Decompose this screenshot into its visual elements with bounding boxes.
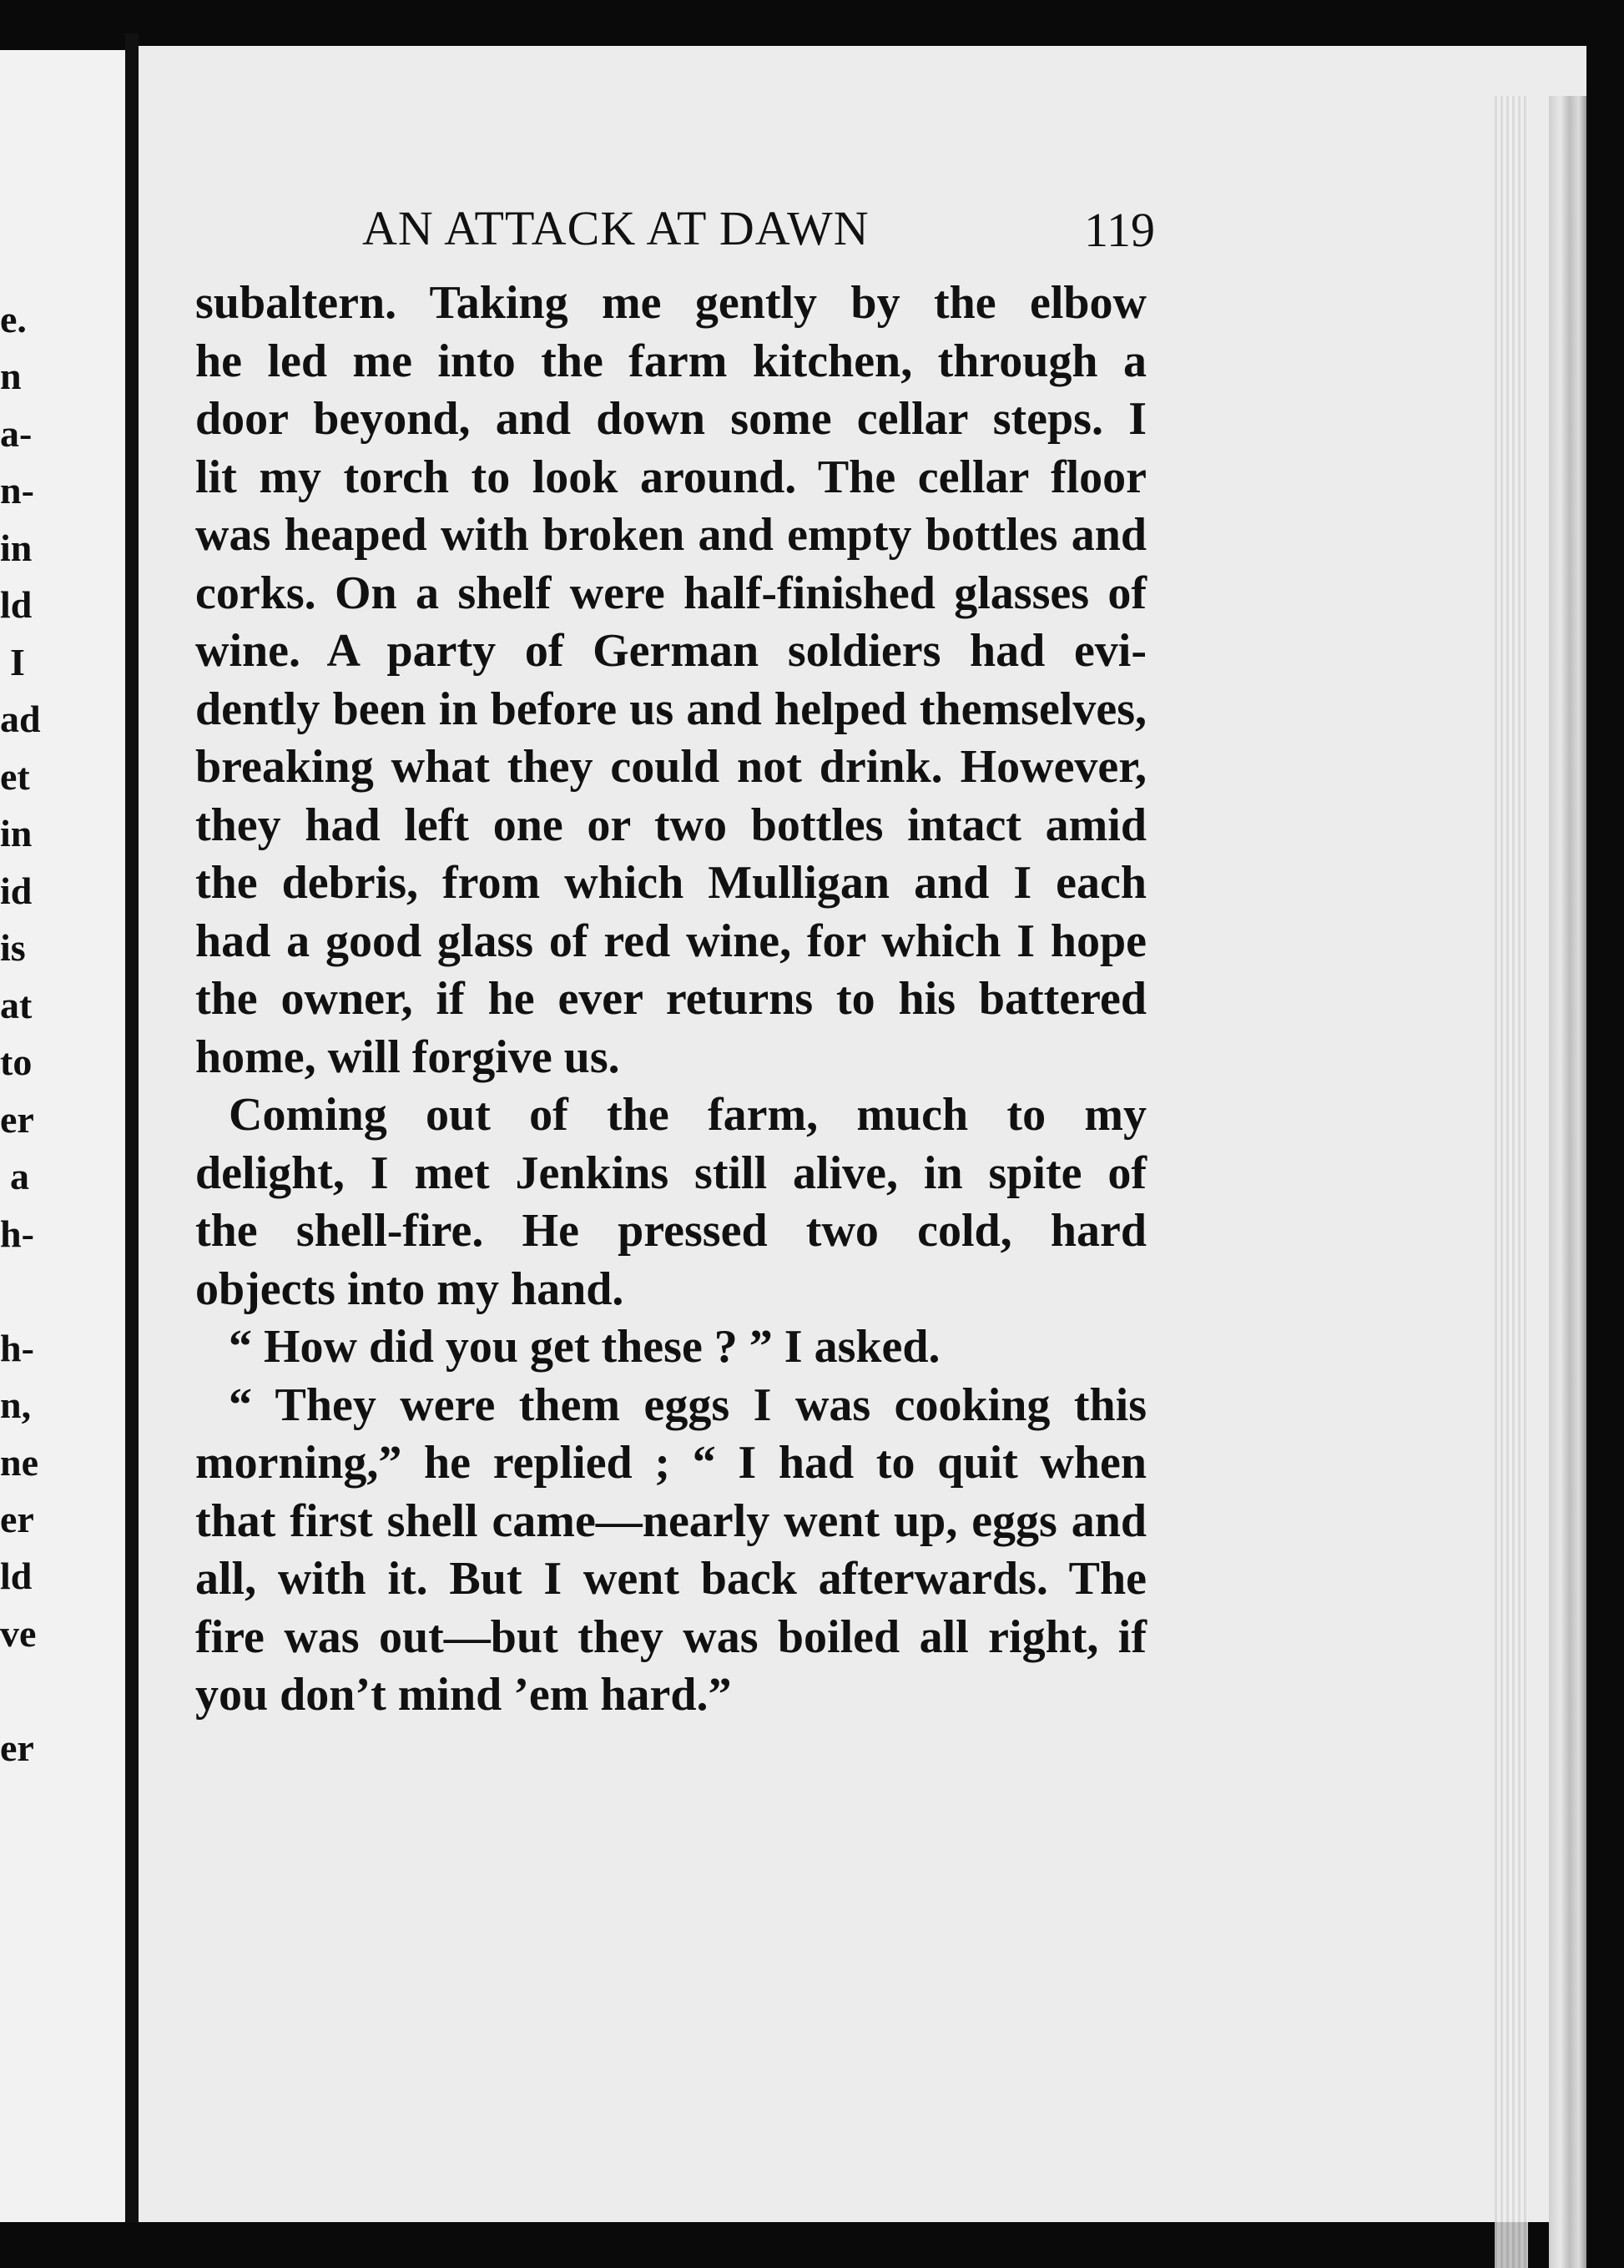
facing-page-fragment: er: [0, 1726, 34, 1769]
facing-page-fragment: et: [0, 754, 30, 798]
facing-page-fragment: I: [10, 640, 25, 683]
text-line: fire was out—but they was boiled all right, if: [195, 1610, 1147, 1663]
running-head: AN ATTACK AT DAWN: [362, 201, 870, 255]
text-line: that first shell came—nearly went up, eggs and: [195, 1494, 1147, 1547]
facing-page-fragment: er: [0, 1497, 34, 1540]
text-line: objects into my hand.: [195, 1263, 624, 1315]
text-line: dently been in before us and helped themselves,: [195, 683, 1147, 735]
page-header: [362, 200, 1155, 267]
facing-page-fragment: id: [0, 869, 33, 912]
text-line: morning,” he replied ; “ I had to quit when: [195, 1437, 1147, 1489]
facing-page-fragment: h-: [0, 1326, 34, 1369]
text-line: they had left one or two bottles intact amid: [195, 799, 1147, 851]
page-number: 119: [1084, 203, 1155, 257]
facing-page-fragment: a: [10, 1155, 29, 1198]
text-line: had a good glass of red wine, for which I hope: [195, 915, 1147, 967]
facing-page-fragment: ne: [0, 1440, 38, 1484]
facing-page-fragment: n,: [0, 1383, 32, 1427]
facing-page-fragment: er: [0, 1097, 34, 1141]
facing-page-fragment: h-: [0, 1212, 34, 1255]
book-gutter: [125, 33, 139, 2222]
facing-page-fragment: ld: [0, 1555, 33, 1598]
text-line: corks. On a shelf were half-finished glasses of: [195, 567, 1147, 619]
text-line: door beyond, and down some cellar steps. I: [195, 393, 1147, 445]
text-line: the debris, from which Mulligan and I each: [195, 857, 1147, 909]
text-line: the shell-fire. He pressed two cold, hard: [195, 1205, 1147, 1257]
facing-page-fragment: a-: [0, 411, 33, 455]
facing-page-fragment: n-: [0, 469, 34, 512]
page-stack-lines: [1495, 96, 1528, 2268]
text-line: home, will forgive us.: [195, 1031, 620, 1083]
text-line: all, with it. But I went back afterwards. The: [195, 1553, 1147, 1605]
page-stack-edge: [1549, 96, 1586, 2268]
text-line: “ They were them eggs I was cooking this: [229, 1378, 1147, 1431]
facing-page-fragment: n: [0, 355, 22, 398]
facing-page-fragment: to: [0, 1041, 33, 1084]
facing-page-fragment: ad: [0, 698, 41, 741]
text-line: subaltern. Taking me gently by the elbow: [195, 277, 1147, 329]
facing-page-fragment: e.: [0, 298, 27, 340]
text-line: he led me into the farm kitchen, through a: [195, 335, 1147, 387]
facing-page-fragment: in: [0, 526, 33, 569]
facing-page-edge: [0, 50, 125, 2222]
text-line: delight, I met Jenkins still alive, in spite of: [195, 1147, 1147, 1199]
text-line: Coming out of the farm, much to my: [229, 1089, 1147, 1141]
facing-page-fragment: at: [0, 983, 33, 1026]
text-line: breaking what they could not drink. However,: [195, 741, 1147, 793]
facing-page-fragment: in: [0, 812, 33, 855]
text-line: the owner, if he ever returns to his battered: [195, 973, 1147, 1025]
facing-page-fragment: ve: [0, 1611, 37, 1655]
text-line: you don’t mind ’em hard.”: [195, 1669, 732, 1721]
text-line: “ How did you get these ? ” I asked.: [229, 1321, 941, 1373]
text-line: was heaped with broken and empty bottles and: [195, 509, 1147, 561]
facing-page-fragment: is: [0, 926, 26, 970]
facing-page-fragment: ld: [0, 583, 33, 627]
text-line: lit my torch to look around. The cellar floor: [195, 451, 1147, 503]
text-line: wine. A party of German soldiers had evi-: [195, 625, 1147, 677]
